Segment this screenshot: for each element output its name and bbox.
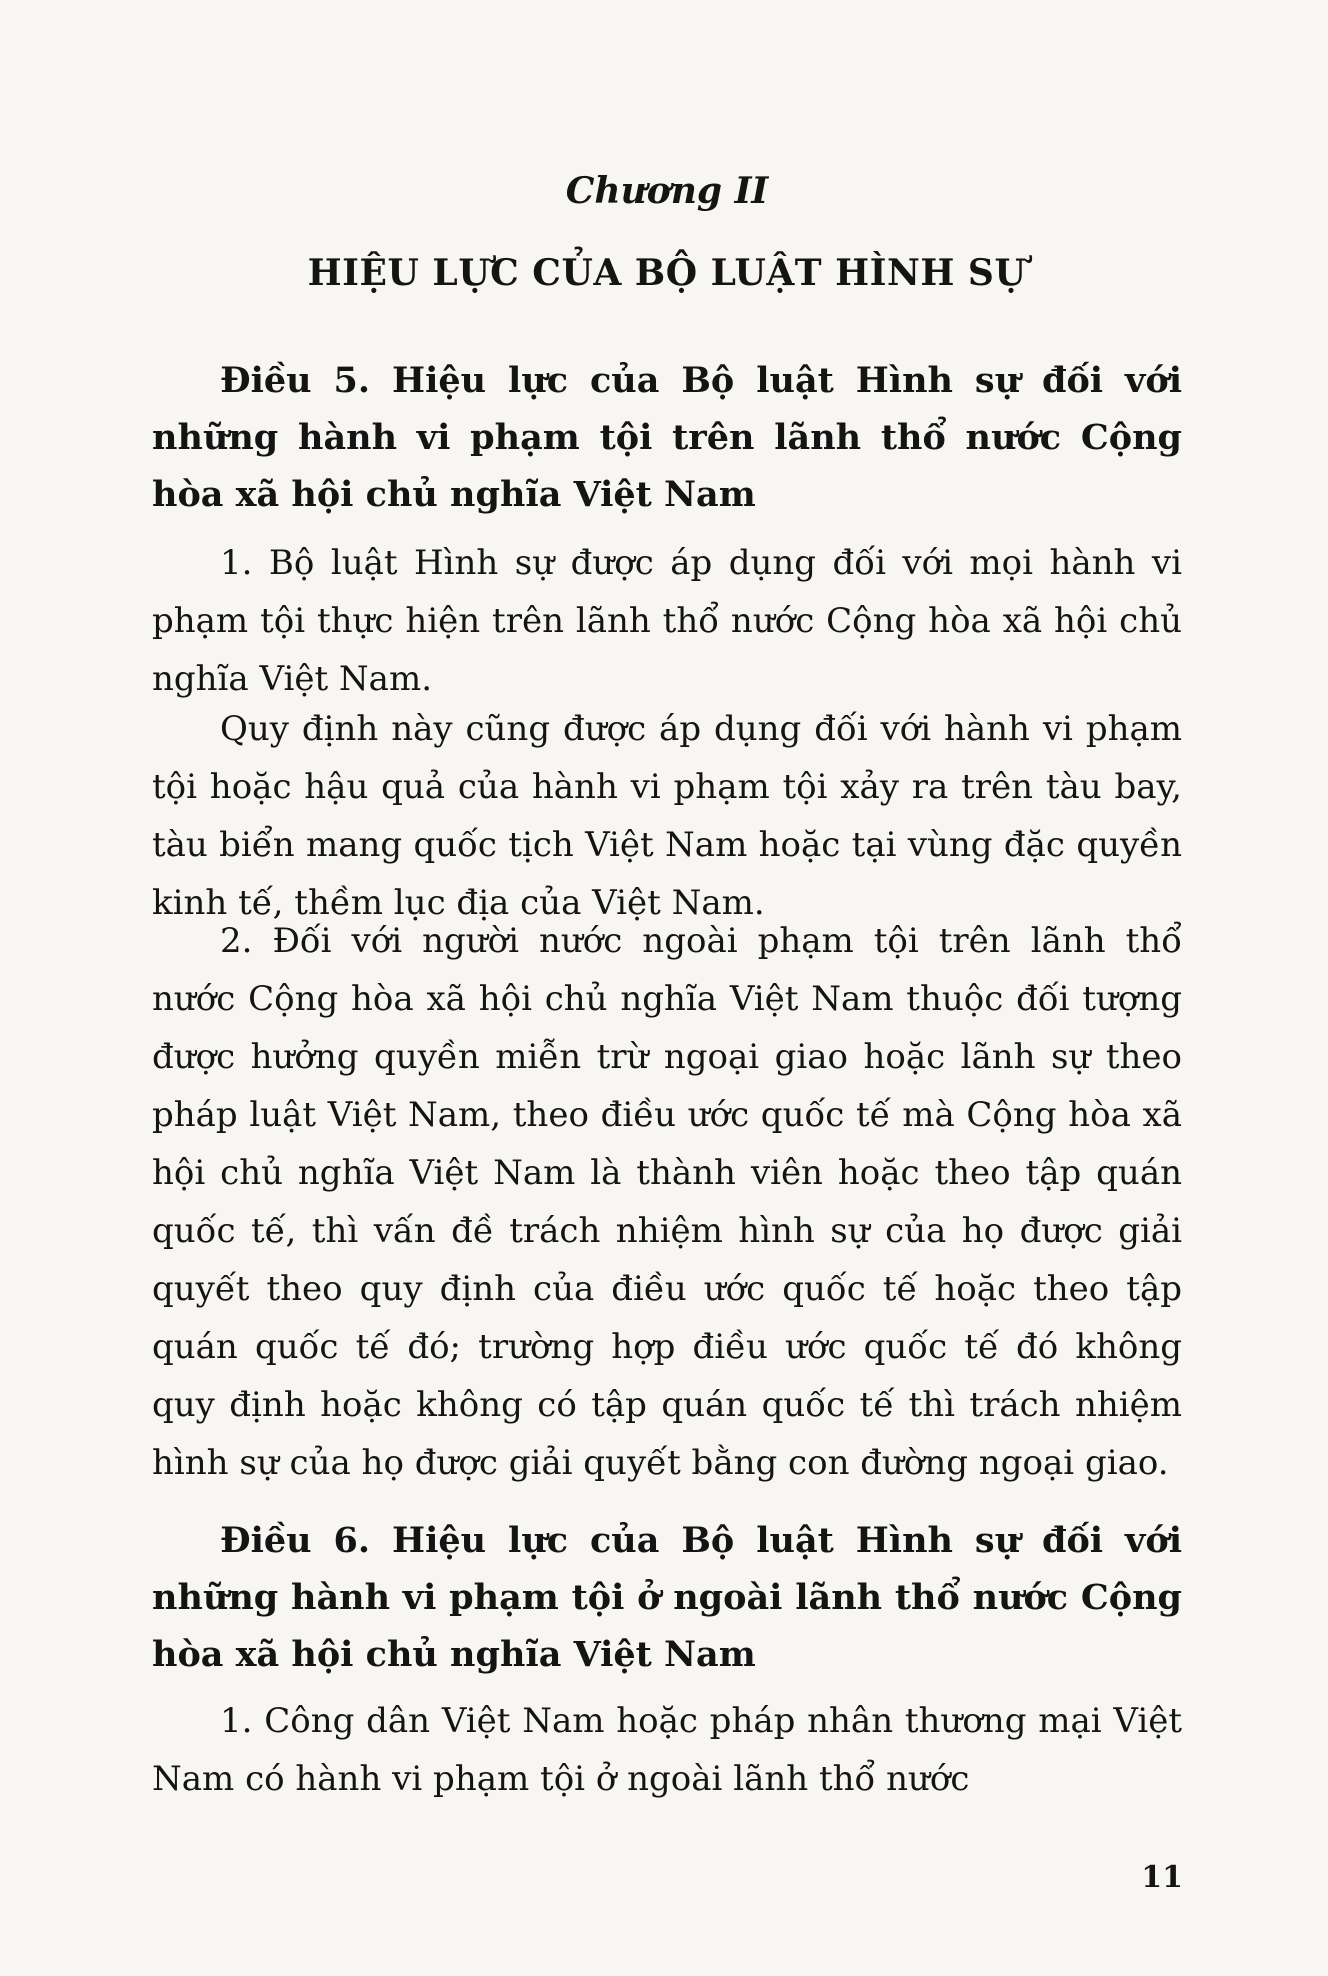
page-number: 11 bbox=[1141, 1860, 1183, 1895]
chapter-title: HIỆU LỰC CỦA BỘ LUẬT HÌNH SỰ bbox=[307, 252, 1027, 294]
article-5-paragraph-3: 2. Đối với người nước ngoài phạm tội trên lãnh thổ nước Cộng hòa xã hội chủ nghĩa Việt Nam thuộc đối tượng được hưởng quyền miễn trừ ngoại giao hoặc lãnh sự theo pháp luật Việt Nam, theo điều ước quốc tế mà Cộng hòa xã hội chủ nghĩa Việt Nam là thành viên hoặc theo tập quán quốc tế, thì vấn đề trách nhiệm hình sự của họ được giải quyết theo quy định của điều ước quốc tế hoặc theo tập quán quốc tế đó; trường hợp điều ước quốc tế đó không quy định hoặc không có tập quán quốc tế thì trách nhiệm hình sự của họ được giải quyết bằng con đường ngoại giao. bbox=[152, 921, 1182, 1483]
article-6-paragraph-1: 1. Công dân Việt Nam hoặc pháp nhân thương mại Việt Nam có hành vi phạm tội ở ngoài lãnh thổ nước bbox=[152, 1701, 1182, 1799]
chapter-label: Chương II bbox=[565, 170, 769, 212]
article-5-heading: Điều 5. Hiệu lực của Bộ luật Hình sự đối với những hành vi phạm tội trên lãnh thổ nước Cộng hòa xã hội chủ nghĩa Việt Nam bbox=[152, 360, 1182, 515]
article-5-paragraph-2: Quy định này cũng được áp dụng đối với hành vi phạm tội hoặc hậu quả của hành vi phạm tội xảy ra trên tàu bay, tàu biển mang quốc tịch Việt Nam hoặc tại vùng đặc quyền kinh tế, thềm lục địa của Việt Nam. bbox=[152, 709, 1182, 923]
article-5-paragraph-1: 1. Bộ luật Hình sự được áp dụng đối với mọi hành vi phạm tội thực hiện trên lãnh thổ nước Cộng hòa xã hội chủ nghĩa Việt Nam. bbox=[152, 543, 1182, 699]
article-6-heading: Điều 6. Hiệu lực của Bộ luật Hình sự đối với những hành vi phạm tội ở ngoài lãnh thổ nước Cộng hòa xã hội chủ nghĩa Việt Nam bbox=[152, 1520, 1182, 1675]
